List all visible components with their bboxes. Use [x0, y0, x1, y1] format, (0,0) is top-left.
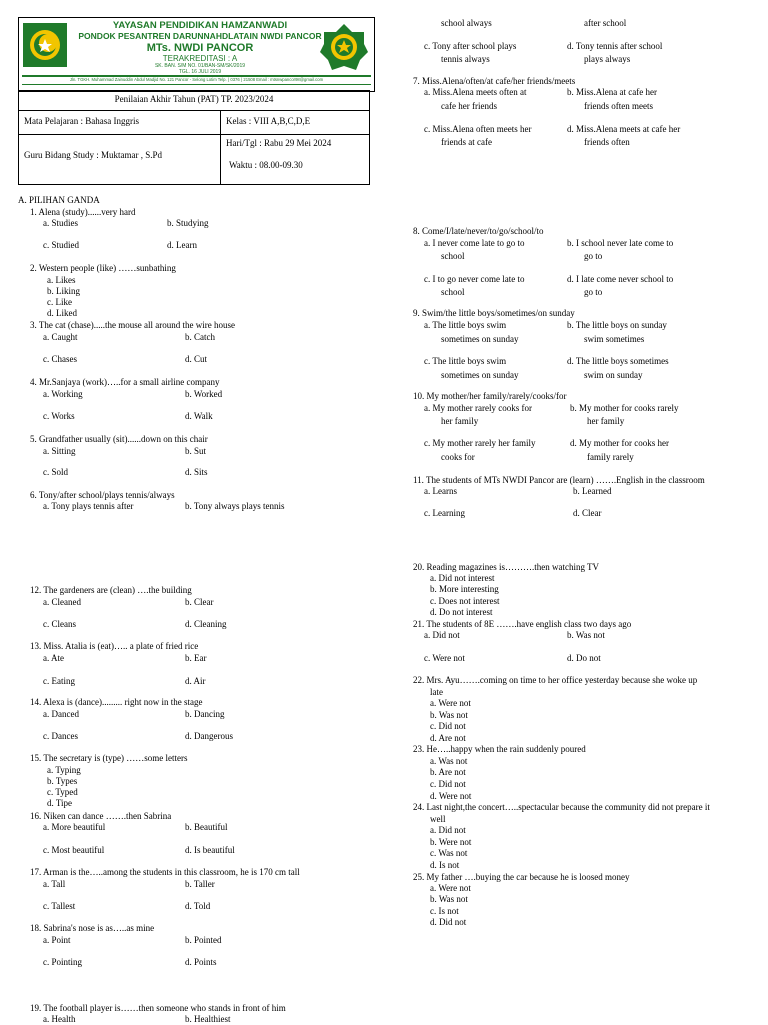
question-line: b. Sut — [185, 446, 207, 456]
question-line: 12. The gardeners are (clean) ….the building — [30, 585, 192, 595]
question-line: a. Working — [43, 389, 83, 399]
question-line: 25. My father ….buying the car because he is loosed money — [413, 872, 630, 882]
question-line: d. Miss.Alena meets at cafe her — [567, 124, 681, 134]
question-line: 17. Arman is the…..among the students in this classroom, he is 170 cm tall — [30, 867, 300, 877]
table-rule — [18, 134, 370, 135]
question-line: d. Points — [185, 957, 217, 967]
school-name: MTs. NWDI PANCOR — [146, 42, 254, 54]
question-line: tennis always — [441, 54, 490, 64]
question-line: d. Are not — [430, 733, 466, 743]
question-line: d. Walk — [185, 411, 213, 421]
question-line: 8. Come/I/late/never/to/go/school/to — [413, 226, 544, 236]
question-line: d. The little boys sometimes — [567, 356, 669, 366]
question-line: b. Dancing — [185, 709, 225, 719]
question-line: b. Studying — [167, 218, 209, 228]
question-line: c. Did not — [430, 721, 466, 731]
question-line: a. Were not — [430, 698, 471, 708]
question-line: a. Point — [43, 935, 71, 945]
question-line: d. Learn — [167, 240, 197, 250]
accreditation-date: TGL. 16 JULI 2019 — [178, 69, 222, 75]
date-field: Hari/Tgl : Rabu 29 Mei 2024 — [226, 138, 332, 148]
question-line: d. Clear — [573, 508, 602, 518]
question-line: a. Sitting — [43, 446, 76, 456]
question-line: 20. Reading magazines is……….then watching TV — [413, 562, 600, 572]
question-line: d. Is beautiful — [185, 845, 235, 855]
question-line: plays always — [584, 54, 631, 64]
question-line: swim sometimes — [584, 334, 645, 344]
letterhead-divider-2 — [22, 84, 371, 85]
question-line: 1. Alena (study)......very hard — [30, 207, 136, 217]
question-line: c. Studied — [43, 240, 79, 250]
question-line: d. Is not — [430, 860, 460, 870]
question-line: friends often meets — [584, 101, 653, 111]
time-field: Waktu : 08.00-09.30 — [229, 160, 303, 170]
question-line: 13. Miss. Atalia is (eat)….. a plate of fried rice — [30, 641, 199, 651]
question-line: b. Were not — [430, 837, 472, 847]
school-address: Jln. TGKH. Muhammad Zainuddin Abdul Madjid No. 121 Pancor - Selong Lotim Telp. ( 0376 ) 21508 Email : mtsnwpancor98@gmail.com — [69, 77, 324, 82]
question-line: d. Sits — [185, 467, 208, 477]
question-line: d. I late come never school to — [567, 274, 674, 284]
question-line: a. Were not — [430, 883, 471, 893]
question-line: d. Air — [185, 676, 206, 686]
question-line: 18. Sabrina's nose is as…..as mine — [30, 923, 155, 933]
question-line: c. Is not — [430, 906, 459, 916]
question-line: friends often — [584, 137, 630, 147]
question-line: 22. Mrs. Ayu…….coming on time to her office yesterday because she woke up — [413, 675, 698, 685]
question-line: b. Catch — [185, 332, 215, 342]
question-line: b. I school never late come to — [567, 238, 674, 248]
question-line: b. Worked — [185, 389, 223, 399]
question-line: 7. Miss.Alena/often/at cafe/her friends/meets — [413, 76, 576, 86]
question-line: a. Did not interest — [430, 573, 495, 583]
question-line: go to — [584, 251, 603, 261]
question-line: swim on sunday — [584, 370, 643, 380]
question-line: d. Tipe — [47, 798, 73, 808]
question-line: c. Learning — [424, 508, 465, 518]
question-line: sometimes on sunday — [441, 370, 519, 380]
question-line: d. Dangerous — [185, 731, 233, 741]
question-line: a. Did not — [430, 825, 466, 835]
question-line: d. Cleaning — [185, 619, 227, 629]
question-line: cooks for — [441, 452, 475, 462]
question-line: a. Caught — [43, 332, 78, 342]
question-line: 23. He…..happy when the rain suddenly poured — [413, 744, 586, 754]
question-line: school — [441, 287, 465, 297]
question-line: a. The little boys swim — [424, 320, 507, 330]
accreditation-sk: SK. BAN. S/M NO. 01/BAN-SM/SK/2019 — [154, 63, 246, 69]
question-line: d. My mother for cooks her — [570, 438, 669, 448]
question-line: well — [430, 814, 446, 824]
question-line: c. Cleans — [43, 619, 76, 629]
question-line: a. I never come late to go to — [424, 238, 525, 248]
accreditation: TERAKREDITASI : A — [162, 54, 238, 63]
foundation-name: YAYASAN PENDIDIKAN HAMZANWADI — [112, 20, 288, 31]
question-line: cafe her friends — [441, 101, 497, 111]
question-line: school always — [441, 18, 492, 28]
question-line: 14. Alexa is (dance)......... right now in the stage — [30, 697, 203, 707]
question-line: her family — [441, 416, 479, 426]
question-line: c. Was not — [430, 848, 468, 858]
question-line: b. Learned — [573, 486, 612, 496]
question-line: sometimes on sunday — [441, 334, 519, 344]
question-line: 11. The students of MTs NWDI Pancor are (learn) …….English in the classroom — [413, 475, 705, 485]
question-line: family rarely — [587, 452, 634, 462]
question-line: c. Eating — [43, 676, 75, 686]
question-line: 21. The students of 8E …….have english class two days ago — [413, 619, 632, 629]
question-line: friends at cafe — [441, 137, 492, 147]
question-line: b. Tony always plays tennis — [185, 501, 285, 511]
question-line: c. Most beautiful — [43, 845, 105, 855]
question-line: b. More interesting — [430, 584, 499, 594]
question-line: a. Did not — [424, 630, 460, 640]
question-line: 6. Tony/after school/plays tennis/always — [30, 490, 175, 500]
question-line: a. Ate — [43, 653, 64, 663]
question-line: a. Tony plays tennis after — [43, 501, 134, 511]
question-line: c. I to go never come late to — [424, 274, 525, 284]
question-line: a. Miss.Alena meets often at — [424, 87, 527, 97]
class-field: Kelas : VIII A,B,C,D,E — [226, 116, 311, 126]
question-line: d. Do not — [567, 653, 601, 663]
question-line: c. Like — [47, 297, 72, 307]
question-line: c. Tony after school plays — [424, 41, 517, 51]
question-line: b. Beautiful — [185, 822, 228, 832]
question-line: a. Likes — [47, 275, 76, 285]
question-line: d. Tony tennis after school — [567, 41, 663, 51]
question-line: c. Works — [43, 411, 75, 421]
question-line: c. Pointing — [43, 957, 83, 967]
question-line: b. My mother for cooks rarely — [570, 403, 679, 413]
question-line: b. Healthiest — [185, 1014, 231, 1024]
question-line: 19. The football player is……then someone who stands in front of him — [30, 1003, 286, 1013]
exam-title: Penilaian Akhir Tahun (PAT) TP. 2023/2024 — [114, 94, 274, 104]
school-logo-left — [22, 22, 68, 68]
question-line: a. Danced — [43, 709, 79, 719]
question-line: 4. Mr.Sanjaya (work)…..for a small airline company — [30, 377, 220, 387]
question-line: a. Cleaned — [43, 597, 81, 607]
question-line: d. Were not — [430, 791, 472, 801]
question-line: her family — [587, 416, 625, 426]
question-line: b. Was not — [567, 630, 605, 640]
question-line: b. Types — [47, 776, 78, 786]
question-line: c. Miss.Alena often meets her — [424, 124, 532, 134]
question-line: after school — [584, 18, 627, 28]
question-line: a. Was not — [430, 756, 468, 766]
question-line: c. Sold — [43, 467, 69, 477]
question-line: c. Dances — [43, 731, 78, 741]
question-line: a. Tall — [43, 879, 66, 889]
question-line: c. Did not — [430, 779, 466, 789]
question-line: a. Health — [43, 1014, 76, 1024]
question-line: 5. Grandfather usually (sit)......down on this chair — [30, 434, 208, 444]
question-line: b. Was not — [430, 710, 468, 720]
question-line: c. Chases — [43, 354, 77, 364]
question-line: 24. Last night,the concert…..spectacular because the community did not prepare it — [413, 802, 710, 812]
question-line: 3. The cat (chase).....the mouse all around the wire house — [30, 320, 236, 330]
question-line: c. Does not interest — [430, 596, 500, 606]
question-line: b. The little boys on sunday — [567, 320, 667, 330]
question-line: go to — [584, 287, 603, 297]
question-line: b. Liking — [47, 286, 80, 296]
subject-field: Mata Pelajaran : Bahasa Inggris — [24, 116, 139, 126]
question-line: a. Learns — [424, 486, 457, 496]
question-line: 16. Niken can dance …….then Sabrina — [30, 811, 172, 821]
school-logo-right — [318, 22, 370, 72]
question-line: b. Ear — [185, 653, 207, 663]
question-line: b. Taller — [185, 879, 215, 889]
question-line: c. Were not — [424, 653, 465, 663]
question-line: b. Pointed — [185, 935, 222, 945]
question-line: 9. Swim/the little boys/sometimes/on sunday — [413, 308, 575, 318]
question-line: a. Studies — [43, 218, 78, 228]
question-line: b. Was not — [430, 894, 468, 904]
section-heading: A. PILIHAN GANDA — [18, 195, 100, 205]
question-line: c. My mother rarely her family — [424, 438, 536, 448]
table-rule — [18, 110, 370, 111]
question-line: c. The little boys swim — [424, 356, 507, 366]
teacher-field: Guru Bidang Study : Muktamar , S.Pd — [24, 150, 163, 160]
question-line: 15. The secretary is (type) ……some letters — [30, 753, 188, 763]
question-line: 10. My mother/her family/rarely/cooks/for — [413, 391, 567, 401]
question-line: b. Miss.Alena at cafe her — [567, 87, 657, 97]
question-line: a. More beautiful — [43, 822, 106, 832]
question-line: school — [441, 251, 465, 261]
question-line: 2. Western people (like) ……sunbathing — [30, 263, 176, 273]
question-line: a. Typing — [47, 765, 81, 775]
question-line: late — [430, 687, 443, 697]
question-line: d. Liked — [47, 308, 77, 318]
question-line: b. Clear — [185, 597, 214, 607]
question-line: d. Did not — [430, 917, 467, 927]
question-line: c. Tallest — [43, 901, 76, 911]
question-line: d. Told — [185, 901, 211, 911]
question-line: a. My mother rarely cooks for — [424, 403, 532, 413]
table-rule — [220, 110, 221, 185]
question-line: b. Are not — [430, 767, 466, 777]
question-line: c. Typed — [47, 787, 78, 797]
question-line: d. Do not interest — [430, 607, 493, 617]
question-line: d. Cut — [185, 354, 208, 364]
pesantren-name: PONDOK PESANTREN DARUNNAHDLATAIN NWDI PANCOR — [78, 31, 322, 41]
